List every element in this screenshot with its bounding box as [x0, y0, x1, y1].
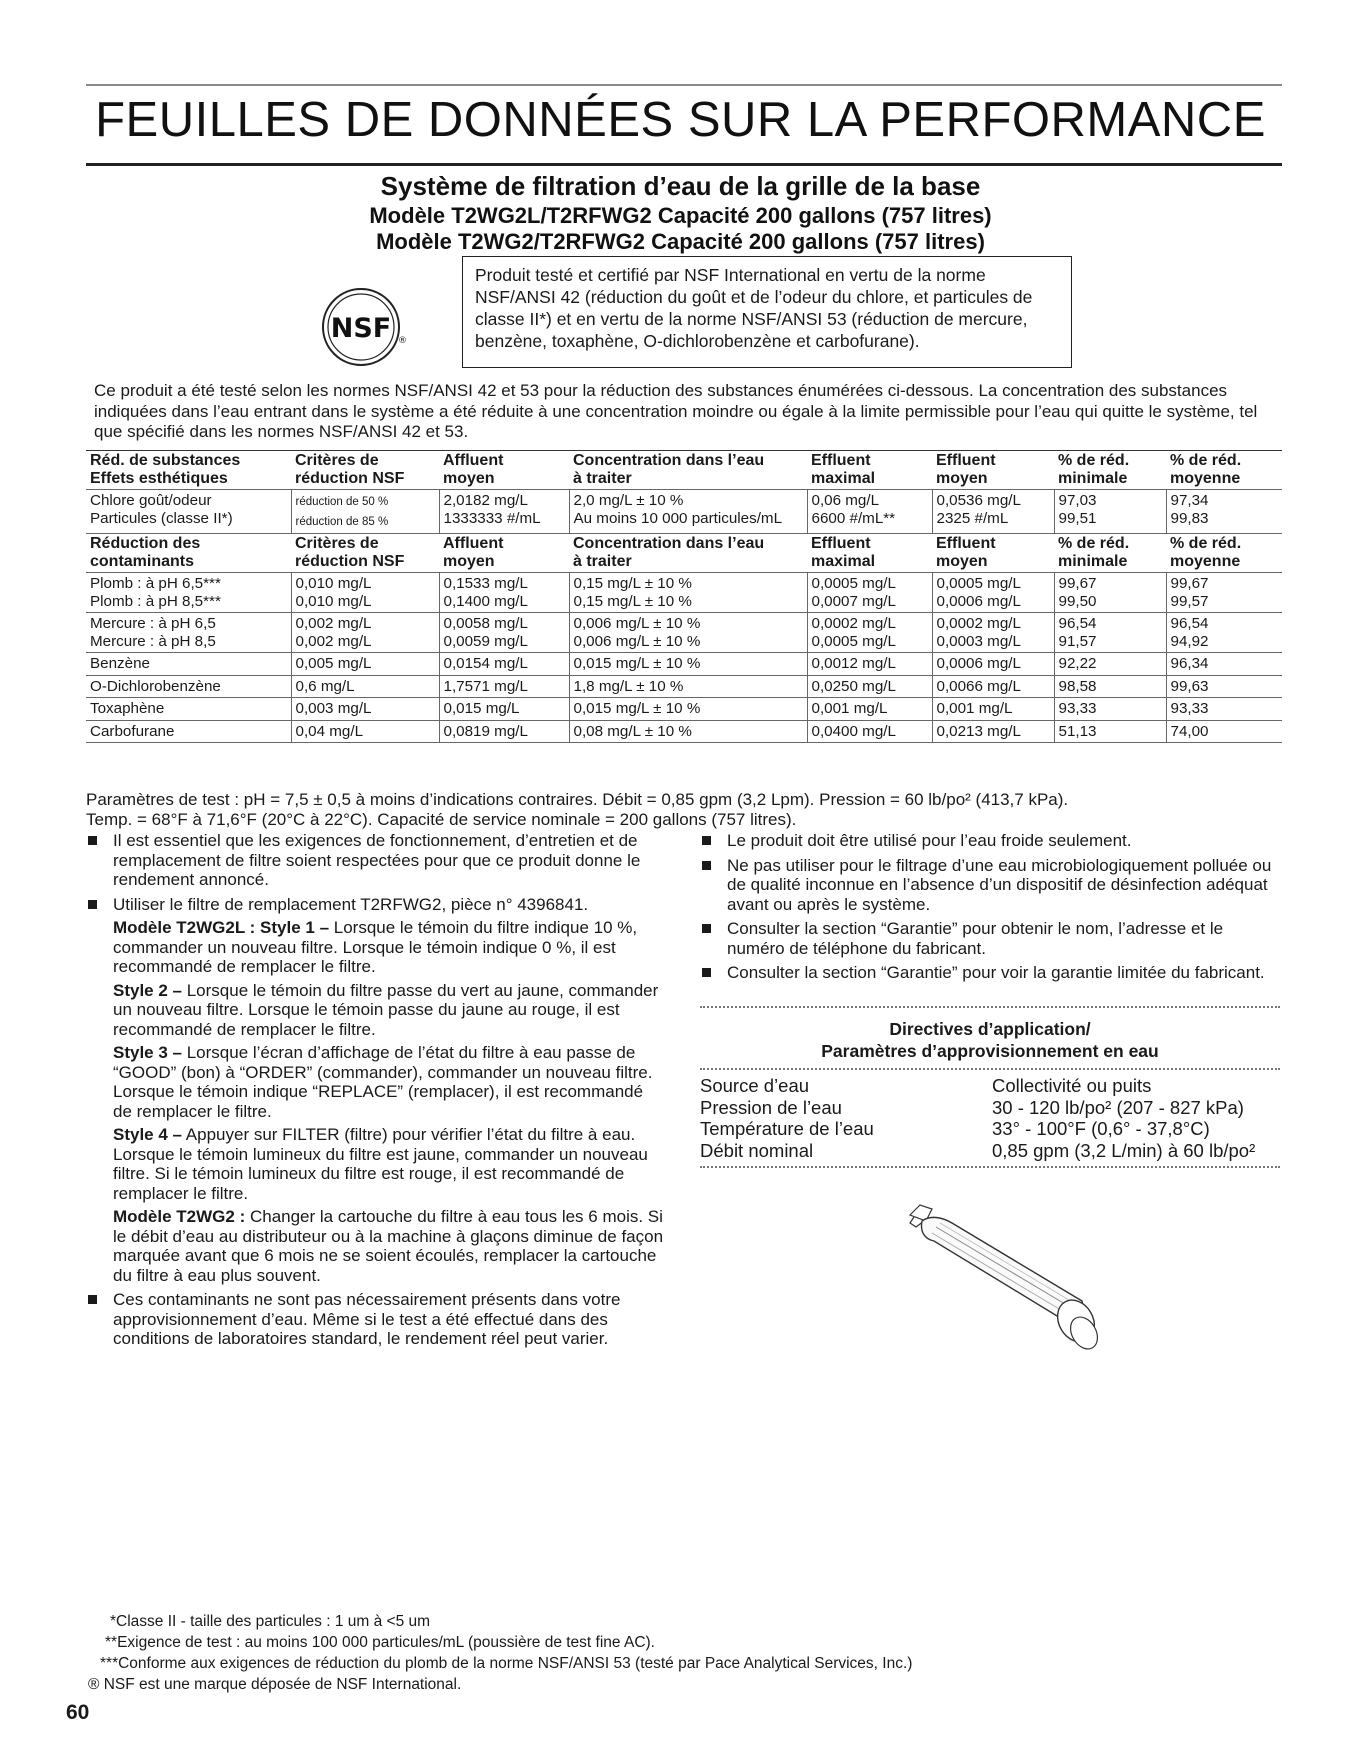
nsf-statement: Produit testé et certifié par NSF International en vertu de la norme NSF/ANSI 42 (réduction du goût et de l’odeur du chlore, et particules de classe II*) et en vertu de la norme NSF/ANSI 53 (réduction de mercure, benzène, toxaphène, O-dichlorobenzène et carbofurane).	[475, 265, 1033, 351]
table-cell: 1,8 mg/L ± 10 %	[569, 675, 807, 698]
table-cell: 99,67 99,57	[1166, 573, 1282, 613]
table-cell: 0,08 mg/L ± 10 %	[569, 720, 807, 743]
directives-table	[700, 1075, 1290, 1161]
table-row	[86, 490, 1282, 534]
table-cell: 0,04 mg/L	[291, 720, 439, 743]
header-cell: Concentration dans l’eau à traiter	[573, 535, 765, 570]
table-row	[86, 675, 1282, 698]
table-cell: 0,0005 mg/L 0,0006 mg/L	[932, 573, 1054, 613]
table-cell: 97,03 99,51	[1054, 490, 1166, 534]
table-cell: 99,63	[1166, 675, 1282, 698]
directives-row: Débit nominal 0,85 gpm (3,2 L/min) à 60 lb/po²	[700, 1139, 1256, 1161]
header-cell: Réd. de substances Effets esthétiques	[86, 451, 291, 490]
list-item: Consulter la section “Garantie” pour obtenir le nom, l’adresse et le numéro de téléphone du fabricant.	[700, 919, 1285, 958]
nsf-certification-box	[462, 256, 1072, 368]
table-cell: 0,015 mg/L	[439, 698, 569, 721]
table-cell: 2,0182 mg/L 1333333 #/mL	[439, 490, 569, 534]
table-cell: 0,010 mg/L 0,010 mg/L	[291, 573, 439, 613]
table-cell: 0,6 mg/L	[291, 675, 439, 698]
footnote-2: **Exigence de test : au moins 100 000 particules/mL (poussière de test fine AC).	[105, 1634, 655, 1651]
table-row	[86, 573, 1282, 613]
filter-cartridge-illustration	[880, 1195, 1120, 1365]
table-cell: 0,0058 mg/L 0,0059 mg/L	[439, 613, 569, 653]
header-cell: % de réd. minimale	[1054, 451, 1166, 490]
style-3-note: Style 3 – Lorsque l’écran d’affichage de l’état du filtre à eau passe de “GOOD” (bon) à “ORDER” (commander), commander un nouveau filtre. Lorsque le témoin indique “REPLACE” (remplacer), il est recommandé de remplacer le filtre.	[113, 1043, 653, 1121]
directives-top-divider	[700, 1006, 1280, 1008]
header-cell: % de réd. minimale	[1058, 535, 1130, 570]
header-cell: Critères de réduction NSF	[295, 535, 405, 570]
table-cell: 0,005 mg/L	[291, 653, 439, 676]
table-cell: 0,001 mg/L	[807, 698, 932, 721]
table-cell: 96,54 94,92	[1166, 613, 1282, 653]
page-number: 60	[66, 1701, 90, 1724]
test-params-line-2: Temp. = 68°F à 71,6°F (20°C à 22°C). Capacité de service nominale = 200 gallons (757 litres).	[86, 809, 797, 829]
table-cell: 97,34 99,83	[1166, 490, 1282, 534]
bullet-icon	[702, 836, 711, 845]
footnote-1: *Classe II - taille des particules : 1 um à <5 um	[110, 1613, 431, 1630]
table-cell: Benzène	[86, 653, 291, 676]
table-cell: 93,33	[1054, 698, 1166, 721]
header-cell: Effluent maximal	[807, 451, 932, 490]
table-cell: 0,0002 mg/L 0,0003 mg/L	[932, 613, 1054, 653]
page-title: FEUILLES DE DONNÉES SUR LA PERFORMANCE	[95, 93, 1266, 147]
header-cell: Concentration dans l’eau à traiter	[569, 451, 807, 490]
header-cell: Affluent moyen	[443, 535, 504, 570]
table-row	[86, 698, 1282, 721]
table-cell: 96,34	[1166, 653, 1282, 676]
model-t2wg2-note: Modèle T2WG2 : Changer la cartouche du filtre à eau tous les 6 mois. Si le débit d’eau au distributeur ou à la machine à glaçons diminue de façon marquée avant que 6 mois ne se soient écoulés, remplacer la cartouche du filtre à eau plus souvent.	[113, 1207, 664, 1285]
table-row	[86, 613, 1282, 653]
table-cell: 96,54 91,57	[1054, 613, 1166, 653]
right-bullet-list	[700, 831, 1285, 988]
header-cell: % de réd. moyenne	[1166, 451, 1282, 490]
bullet-icon	[88, 836, 97, 845]
bullet-icon	[702, 968, 711, 977]
table-cell: 0,015 mg/L ± 10 %	[569, 653, 807, 676]
directives-row: Température de l’eau 33° - 100°F (0,6° - 37,8°C)	[700, 1118, 1210, 1139]
table-cell: 0,0005 mg/L 0,0007 mg/L	[807, 573, 932, 613]
table-row	[86, 653, 1282, 676]
bullet-icon	[702, 861, 711, 870]
table-cell: 92,22	[1054, 653, 1166, 676]
list-item: Ces contaminants ne sont pas nécessairement présents dans votre approvisionnement d’eau. Même si le test a été effectué dans des conditions de laboratoires standard, le rendement réel peut varier.	[86, 1290, 666, 1349]
table-cell: 99,67 99,50	[1054, 573, 1166, 613]
test-parameters	[86, 790, 1286, 829]
table-cell: 1,7571 mg/L	[439, 675, 569, 698]
table-cell: 0,0002 mg/L 0,0005 mg/L	[807, 613, 932, 653]
style-4-note: Style 4 – Appuyer sur FILTER (filtre) pour vérifier l’état du filtre à eau. Lorsque le témoin lumineux du filtre est jaune, commander un nouveau filtre. Si le témoin lumineux du filtre est rouge, il est recommandé de remplacer le filtre.	[113, 1125, 648, 1203]
bullet-icon	[702, 924, 711, 933]
table-cell: 0,1533 mg/L 0,1400 mg/L	[439, 573, 569, 613]
top-rule	[86, 84, 1282, 86]
table-header-contaminant	[86, 534, 1282, 573]
system-heading: Système de filtration d’eau de la grille de la base	[380, 171, 981, 201]
test-params-line-1: Paramètres de test : pH = 7,5 ± 0,5 à moins d’indications contraires. Débit = 0,85 gpm (3,2 Lpm). Pression = 60 lb/po² (413,7 kPa).	[86, 790, 1069, 809]
performance-table	[86, 450, 1282, 743]
table-cell: 0,0012 mg/L	[807, 653, 932, 676]
model-line-1: Modèle T2WG2L/T2RFWG2 Capacité 200 gallons (757 litres)	[369, 203, 992, 228]
table-cell: réduction de 50 % réduction de 85 %	[291, 490, 439, 534]
table-cell: 0,0154 mg/L	[439, 653, 569, 676]
directives-bottom-divider	[700, 1166, 1280, 1168]
list-item: Il est essentiel que les exigences de fonctionnement, d’entretien et de remplacement de filtre soient respectées pour que ce produit donne le rendement annoncé.	[86, 831, 666, 890]
table-cell: 0,015 mg/L ± 10 %	[569, 698, 807, 721]
table-cell: 0,15 mg/L ± 10 % 0,15 mg/L ± 10 %	[569, 573, 807, 613]
left-bullet-list	[86, 831, 666, 1354]
directives-divider	[700, 1068, 1280, 1070]
bullet-icon	[88, 1295, 97, 1304]
table-cell: 0,001 mg/L	[932, 698, 1054, 721]
directives-title-1: Directives d’application/	[889, 1019, 1091, 1039]
table-cell: O-Dichlorobenzène	[86, 675, 291, 698]
table-cell: Mercure : à pH 6,5 Mercure : à pH 8,5	[86, 613, 291, 653]
table-cell: 0,0066 mg/L	[932, 675, 1054, 698]
bullet-icon	[88, 900, 97, 909]
table-cell: 0,0250 mg/L	[807, 675, 932, 698]
table-cell: 51,13	[1054, 720, 1166, 743]
header-cell: Effluent moyen	[936, 535, 996, 570]
directives-row: Source d’eau Collectivité ou puits	[700, 1075, 1152, 1096]
table-cell: 0,0400 mg/L	[807, 720, 932, 743]
header-cell: % de réd. moyenne	[1170, 535, 1242, 570]
title-underline	[86, 163, 1282, 166]
table-header-aesthetic	[86, 451, 1282, 490]
table-cell: 0,006 mg/L ± 10 % 0,006 mg/L ± 10 %	[569, 613, 807, 653]
table-cell: 0,0819 mg/L	[439, 720, 569, 743]
table-cell: 0,0536 mg/L 2325 #/mL	[932, 490, 1054, 534]
table-cell: Carbofurane	[86, 720, 291, 743]
header-cell: Effluent moyen	[932, 451, 1054, 490]
footnote-3: ***Conforme aux exigences de réduction du plomb de la norme NSF/ANSI 53 (testé par Pace Analytical Services, Inc.)	[100, 1655, 913, 1672]
svg-text:®: ®	[398, 336, 407, 346]
nsf-logo	[315, 283, 411, 379]
table-cell: 2,0 mg/L ± 10 % Au moins 10 000 particules/mL	[569, 490, 807, 534]
directives-title-2: Paramètres d’approvisionnement en eau	[821, 1041, 1159, 1061]
list-item: Utiliser le filtre de remplacement T2RFWG2, pièce n° 4396841. Modèle T2WG2L : Style 1 – Lorsque le témoin du filtre indique 10 %, commander un nouveau filtre. Lorsque le témoin indique 0 %, il est recommandé de remplacer le filtre. Style 2 – Lorsque le témoin du filtre passe du vert au jaune, commander un nouveau filtre. Lorsque le témoin passe du jaune au rouge, il est recommandé de remplacer le filtre. Style 3 – Lorsque l’écran d’affichage de l’état du filtre à eau passe de “GOOD” (bon) à “ORDER” (commander), commander un nouveau filtre. Lorsque le témoin indique “REPLACE” (remplacer), il est recommandé de remplacer le filtre. Style 4 – Appuyer sur FILTER (filtre) pour vérifier l’état du filtre à eau. Lorsque le témoin lumineux du filtre est jaune, commander un nouveau filtre. Si le témoin lumineux du filtre est rouge, il est recommandé de remplacer le filtre. Modèle T2WG2 : Changer la cartouche du filtre à eau tous les 6 mois. Si le débit d’eau au distributeur ou à la machine à glaçons diminue de façon marquée avant que 6 mois ne se soient écoulés, remplacer la cartouche du filtre à eau plus souvent.	[86, 895, 666, 1286]
table-row	[86, 720, 1282, 743]
list-item: Consulter la section “Garantie” pour voir la garantie limitée du fabricant.	[700, 963, 1285, 983]
table-cell: Plomb : à pH 6,5*** Plomb : à pH 8,5***	[86, 573, 291, 613]
table-cell: 98,58	[1054, 675, 1166, 698]
style-2-note: Style 2 – Lorsque le témoin du filtre passe du vert au jaune, commander un nouveau filtre. Lorsque le témoin passe du jaune au rouge, il est recommandé de remplacer le filtre.	[113, 980, 659, 1039]
directives-row: Pression de l’eau 30 - 120 lb/po² (207 - 827 kPa)	[700, 1096, 1244, 1118]
header-cell: Effluent maximal	[811, 535, 876, 570]
list-item: Ne pas utiliser pour le filtrage d’une eau microbiologiquement polluée ou de qualité inconnue en l’absence d’un dispositif de désinfection adéquat avant ou après le système.	[700, 856, 1285, 915]
table-cell: 0,0213 mg/L	[932, 720, 1054, 743]
header-cell: Critères de réduction NSF	[291, 451, 439, 490]
nsf-logo-text: NSF	[330, 313, 392, 344]
footnote-4: ® NSF est une marque déposée de NSF International.	[88, 1676, 462, 1693]
header-cell: Réduction des contaminants	[90, 535, 201, 570]
table-cell: 0,06 mg/L 6600 #/mL**	[807, 490, 932, 534]
list-item: Le produit doit être utilisé pour l’eau froide seulement.	[700, 831, 1285, 851]
table-cell: 0,0006 mg/L	[932, 653, 1054, 676]
intro-paragraph: Ce produit a été testé selon les normes NSF/ANSI 42 et 53 pour la réduction des substances énumérées ci-dessous. La concentration des substances indiquées dans l’eau entrant dans le système a été réduite à une concentration moindre ou égale à la limite permissible pour l’eau qui quitte le système, tel que spécifié dans les normes NSF/ANSI 42 et 53.	[94, 381, 1258, 441]
header-cell: Affluent moyen	[439, 451, 569, 490]
table-cell: Toxaphène	[86, 698, 291, 721]
table-cell: Chlore goût/odeur Particules (classe II*)	[86, 490, 291, 534]
model-t2wg2l-note: Modèle T2WG2L : Style 1 – Lorsque le témoin du filtre indique 10 %, commander un nouveau filtre. Lorsque le témoin indique 0 %, il est recommandé de remplacer le filtre.	[113, 918, 638, 976]
table-cell: 0,003 mg/L	[291, 698, 439, 721]
table-cell: 74,00	[1166, 720, 1282, 743]
model-line-2: Modèle T2WG2/T2RFWG2 Capacité 200 gallons (757 litres)	[376, 229, 985, 254]
table-cell: 0,002 mg/L 0,002 mg/L	[291, 613, 439, 653]
table-cell: 93,33	[1166, 698, 1282, 721]
